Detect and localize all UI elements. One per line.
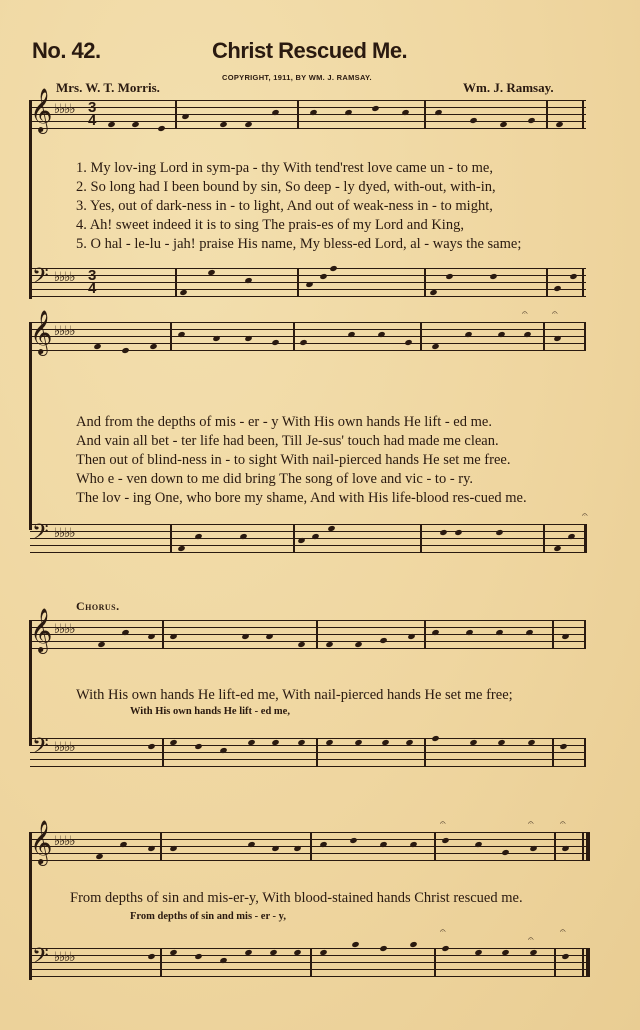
- treble-staff: [30, 88, 586, 132]
- fermata-icon: 𝄐: [440, 926, 446, 937]
- fermata-icon: 𝄐: [528, 934, 534, 945]
- time-signature: 3 4: [88, 267, 97, 297]
- composer-credit: Wm. J. Ramsay.: [463, 80, 554, 95]
- chorus-label: Chorus.: [76, 599, 120, 613]
- time-signature: 3 4: [88, 99, 97, 129]
- bass-staff: [30, 264, 586, 297]
- verse-3-line-2: Then out of blind-ness in - to sight With nail-pierced hands He set me free.: [76, 452, 511, 468]
- verse-1-line-1: 1. My lov-ing Lord in sym-pa - thy With tend'rest love came un - to me,: [76, 160, 493, 176]
- fermata-icon: 𝄐: [440, 818, 446, 829]
- key-signature-flats-icon: ♭♭♭♭: [54, 622, 75, 637]
- hymn-title: Christ Rescued Me.: [212, 38, 408, 63]
- bass-clef-icon: 𝄢: [32, 520, 49, 550]
- chorus-line-1-echo: With His own hands He lift - ed me,: [130, 706, 290, 717]
- verse-5-line-1: 5. O hal - le-lu - jah! praise His name, My bless-ed Lord, al - ways the same;: [76, 236, 522, 252]
- verse-4-line-1: 4. Ah! sweet indeed it is to sing The prais-es of my Lord and King,: [76, 217, 464, 233]
- bass-staff: [30, 734, 586, 766]
- treble-clef-icon: 𝄞: [30, 608, 53, 652]
- chorus-line-2: From depths of sin and mis-er-y, With blood-stained hands Christ rescued me.: [70, 890, 523, 906]
- chorus-line-2-echo: From depths of sin and mis - er - y,: [130, 911, 286, 922]
- verse-4-line-2: Who e - ven down to me did bring The song of love and vic - to - ry.: [76, 471, 474, 487]
- key-signature-flats-icon: ♭♭♭♭: [54, 740, 75, 755]
- key-signature-flats-icon: ♭♭♭♭: [54, 270, 75, 285]
- treble-clef-icon: 𝄞: [30, 820, 53, 864]
- verse-5-line-2: The lov - ing One, who bore my shame, And with His life-blood res-cued me.: [76, 490, 527, 506]
- bass-staff: [30, 510, 588, 552]
- chorus-line-1: With His own hands He lift-ed me, With nail-pierced hands He set me free;: [76, 687, 513, 703]
- bass-clef-icon: 𝄢: [32, 264, 49, 294]
- key-signature-flats-icon: ♭♭♭♭: [54, 950, 75, 965]
- fermata-icon: 𝄐: [528, 818, 534, 829]
- hymn-number: No. 42.: [32, 38, 101, 63]
- key-signature-flats-icon: ♭♭♭♭: [54, 102, 75, 117]
- fermata-icon: 𝄐: [522, 308, 528, 319]
- bass-staff: [30, 926, 586, 976]
- verse-3-line-1: 3. Yes, out of dark-ness in - to light, And out of weak-ness in - to might,: [76, 198, 493, 214]
- lyricist-credit: Mrs. W. T. Morris.: [56, 80, 160, 95]
- fermata-icon: 𝄐: [552, 308, 558, 319]
- verse-2-line-1: 2. So long had I been bound by sin, So deep - ly dyed, with-out, with-in,: [76, 179, 496, 195]
- bass-clef-icon: 𝄢: [32, 734, 49, 764]
- treble-staff: [30, 818, 586, 864]
- key-signature-flats-icon: ♭♭♭♭: [54, 526, 75, 541]
- copyright-notice: COPYRIGHT, 1911, BY WM. J. RAMSAY.: [222, 73, 372, 82]
- treble-staff: [30, 608, 586, 652]
- treble-staff: [30, 308, 586, 354]
- treble-clef-icon: 𝄞: [30, 310, 53, 354]
- fermata-icon: 𝄐: [560, 818, 566, 829]
- bass-clef-icon: 𝄢: [32, 944, 49, 974]
- fermata-icon: 𝄐: [582, 510, 588, 521]
- fermata-icon: 𝄐: [560, 926, 566, 937]
- verse-2-line-2: And vain all bet - ter life had been, Till Je-sus' touch had made me clean.: [76, 433, 499, 449]
- verse-1-line-2: And from the depths of mis - er - y With His own hands He lift - ed me.: [76, 414, 492, 430]
- treble-clef-icon: 𝄞: [30, 88, 53, 132]
- key-signature-flats-icon: ♭♭♭♭: [54, 834, 75, 849]
- key-signature-flats-icon: ♭♭♭♭: [54, 324, 75, 339]
